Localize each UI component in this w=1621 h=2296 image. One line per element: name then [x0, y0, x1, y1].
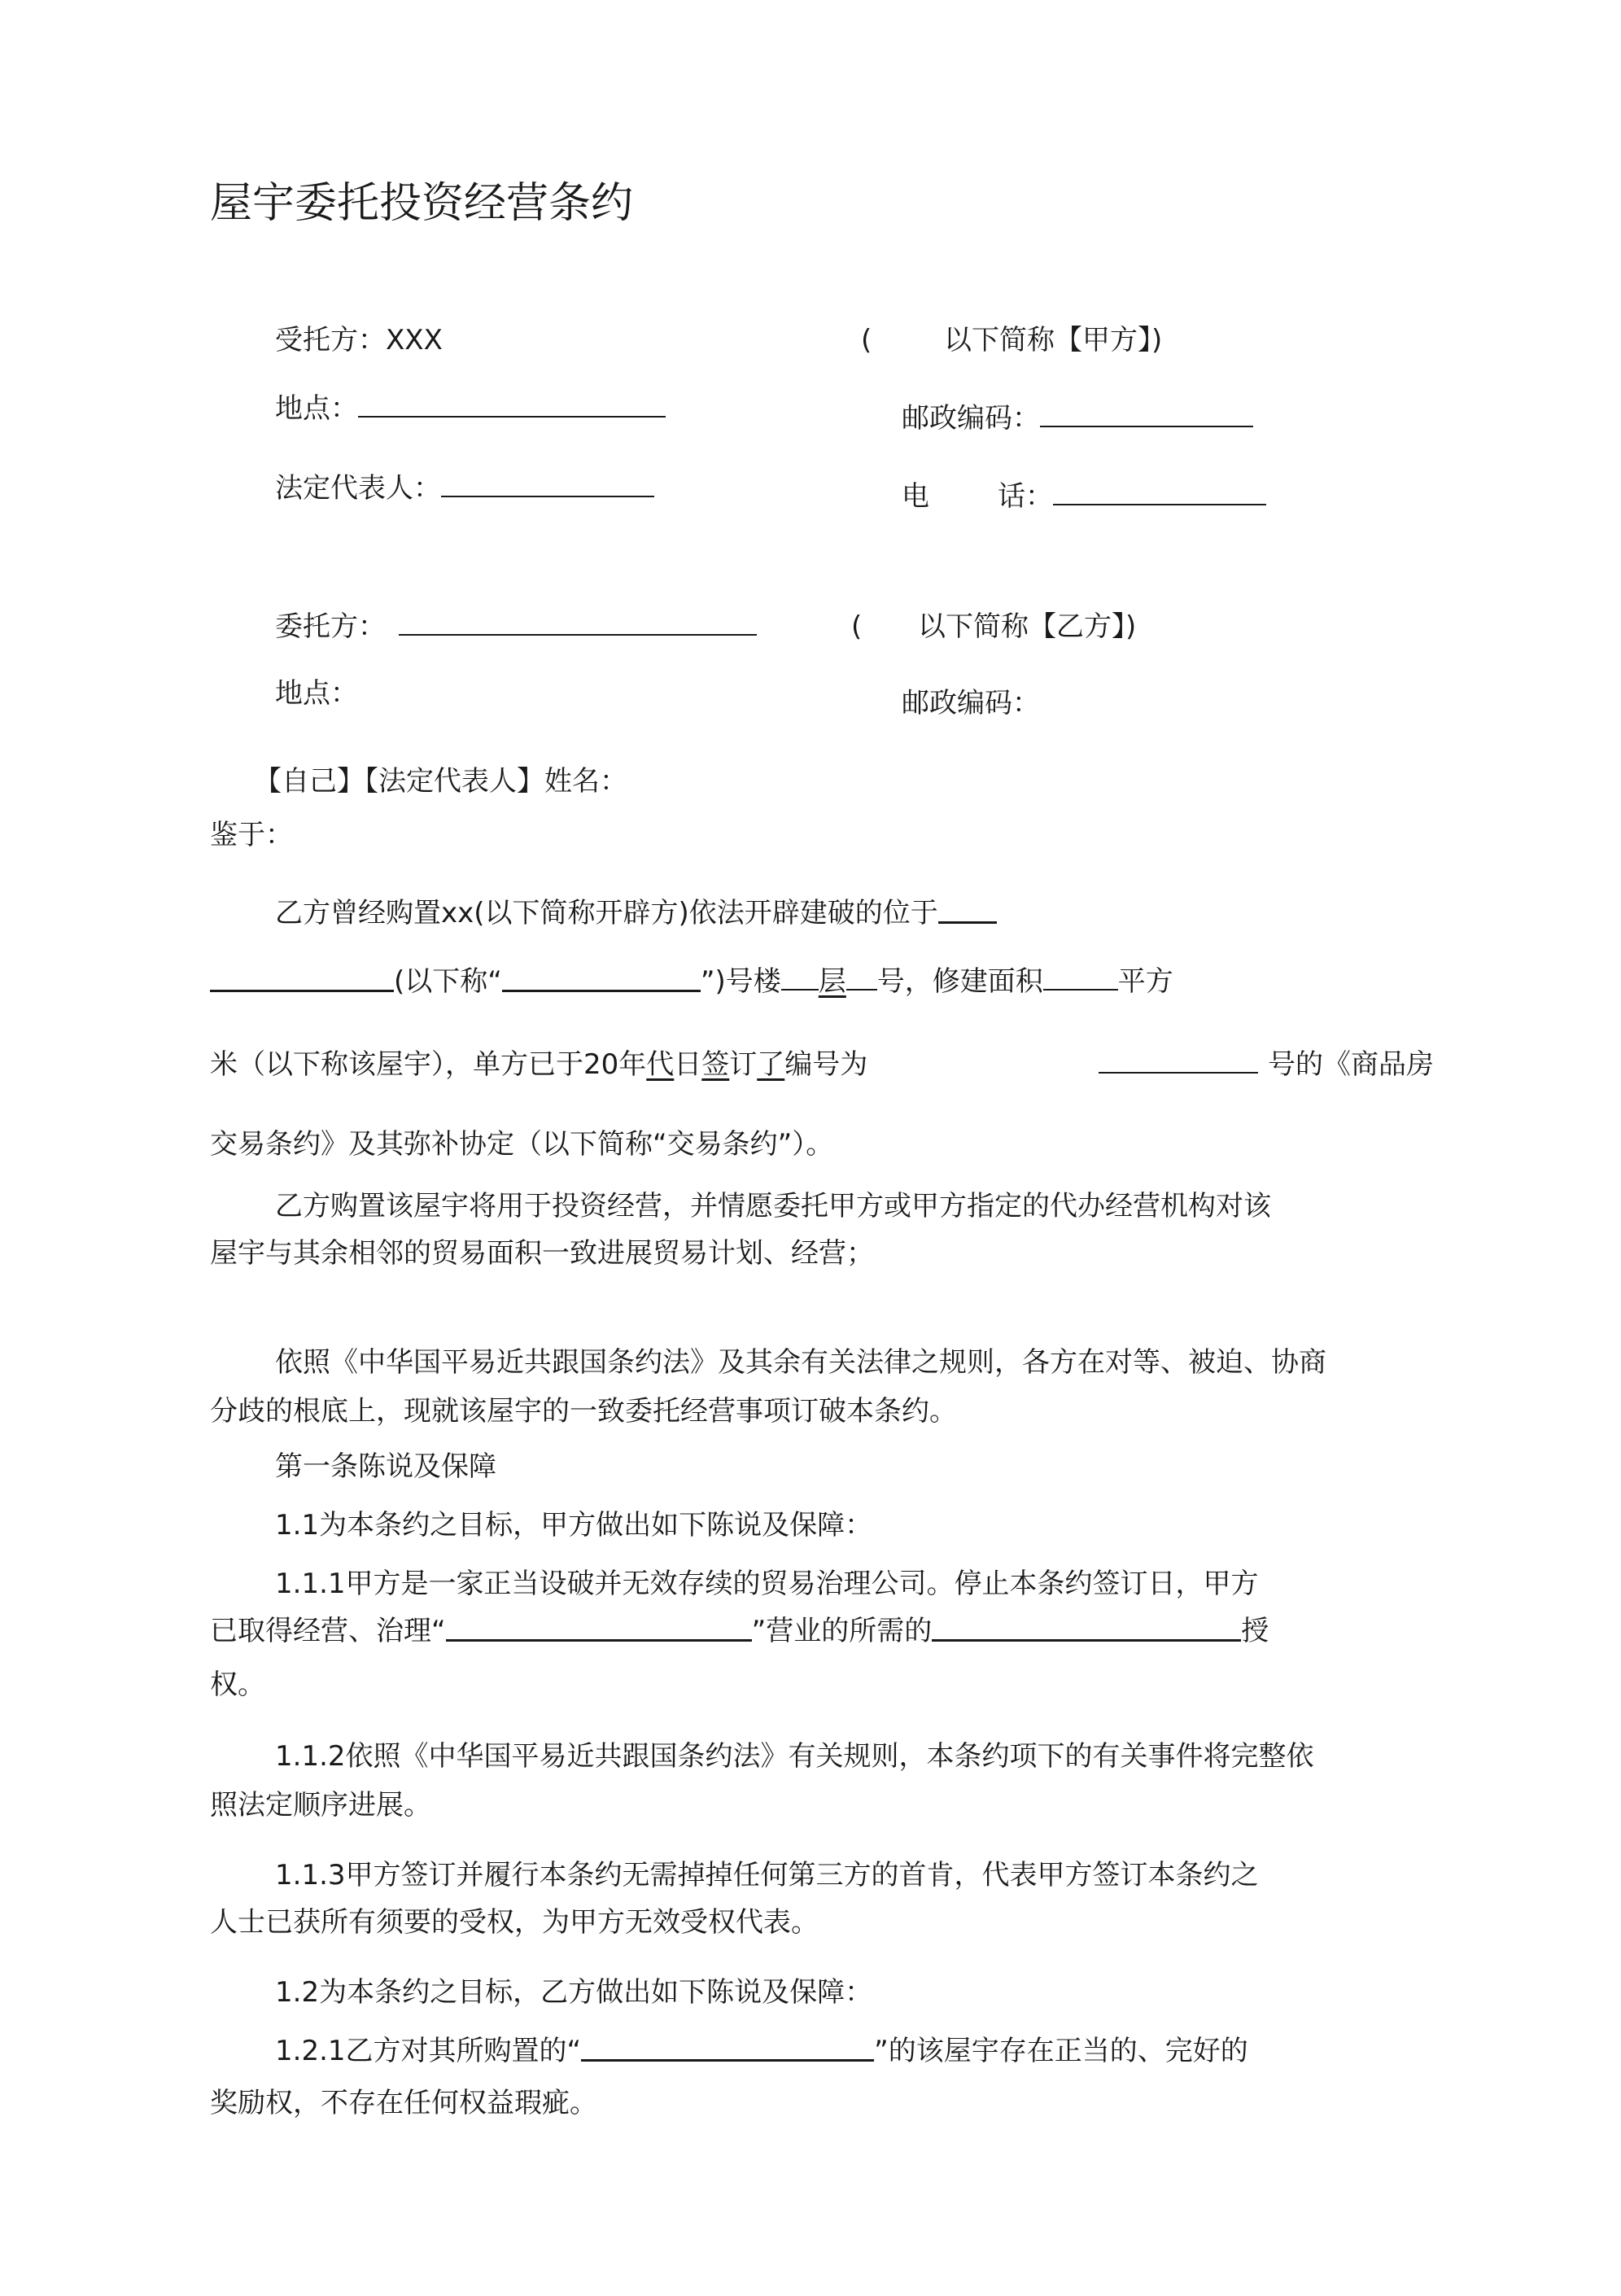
p1-line2-text-e: 平方 [1117, 965, 1173, 998]
party-b-note: 以下简称【乙方】) [918, 610, 1137, 643]
party-b-name-blank [399, 610, 757, 636]
party-a-address-label: 地点： [275, 392, 358, 425]
section-1-1: 1.1为本条约之目标，甲方做出如下陈说及保障： [275, 1509, 873, 1542]
p1-line3-text-h: 号的《商品房 [1268, 1048, 1434, 1081]
section-1-2-1-line1 [275, 2033, 1248, 2069]
p1-line3-blank [1099, 1047, 1258, 1074]
s111-line2-text-b: ”营业的所需的 [751, 1615, 933, 1647]
party-b-postcode-label: 邮政编码： [902, 687, 1040, 719]
s111-line2-text-a: 已取得经营、治理“ [210, 1615, 446, 1647]
p1-line3-text-d: 签 [701, 1048, 730, 1081]
p1-line3-text-g: 编号为 [784, 1048, 868, 1081]
section-1-2: 1.2为本条约之目标，乙方做出如下陈说及保障： [275, 1976, 873, 2009]
p1-line1-dash [938, 905, 997, 924]
p1-line2-dash-1 [210, 973, 394, 992]
party-a-rep-label: 法定代表人： [275, 472, 441, 505]
section-1-1-3-line1: 1.1.3甲方签订并履行本条约无需掉掉任何第三方的首肯，代表甲方签订本条约之 [275, 1859, 1259, 1891]
section-1-1-2-line1: 1.1.2依照《中华国平易近共跟国条约法》有关规则，本条约项下的有关事件将完整依 [275, 1740, 1314, 1773]
p1-line2-blank-1 [781, 964, 819, 991]
party-a-postcode-blank [1040, 401, 1253, 427]
party-b-note-open: ( [851, 610, 863, 643]
party-a-phone-line [902, 479, 1266, 514]
p1-line3-right [1099, 1047, 1434, 1082]
party-a-label: 受托方： [275, 324, 386, 356]
section-1-1-3-line2: 人士已获所有须要的受权，为甲方无效受权代表。 [210, 1906, 819, 1939]
section-1-2-1-line2: 奖励权，不存在任何权益瑕疵。 [210, 2087, 597, 2119]
p1-line4: 交易条约》及其弥补协定（以下简称“交易条约”）。 [210, 1128, 834, 1161]
party-b-name-label: 【自己】【法定代表人】姓名： [254, 765, 627, 798]
s111-line2-dash-2 [932, 1623, 1241, 1642]
party-a-note-open: ( [861, 324, 872, 356]
p1-line2-text-d: 号，修建面积 [876, 965, 1043, 998]
p1-line3-text-c: 日 [674, 1048, 702, 1081]
p2-line1: 乙方购置该屋宇将用于投资经营，并情愿委托甲方或甲方指定的代办经营机构对该 [275, 1190, 1271, 1222]
p1-line3-text-f: 了 [757, 1048, 785, 1081]
p1-line2 [210, 964, 1173, 999]
party-b-label-line [275, 609, 757, 645]
s121-line1-text-b: ”的该屋宇存在正当的、完好的 [874, 2035, 1248, 2067]
s111-line2-text-c: 授 [1241, 1615, 1269, 1647]
party-a-rep-blank [441, 471, 654, 497]
section-1-1-1-line1: 1.1.1甲方是一家正当设破并无效存续的贸易治理公司。停止本条约签订日，甲方 [275, 1568, 1259, 1600]
whereas-label: 鉴于： [210, 819, 293, 851]
s121-line1-dash [581, 2043, 874, 2062]
p3-line2: 分歧的根底上，现就该屋宇的一致委托经营事项订破本条约。 [210, 1395, 957, 1428]
party-a-note: 以下简称【甲方】) [944, 324, 1163, 356]
party-a-name: XXX [386, 324, 443, 356]
s111-line2-dash-1 [446, 1623, 752, 1642]
p1-line2-blank-2 [846, 964, 877, 991]
p1-line3-text-b: 代 [646, 1048, 675, 1081]
p1-line3 [210, 1047, 867, 1082]
party-b-label: 委托方： [275, 610, 386, 643]
p1-line1 [275, 895, 997, 931]
party-a-address-blank [358, 391, 666, 418]
party-a-label-line [275, 322, 443, 358]
p1-line2-dash-2 [502, 973, 701, 992]
p1-line2-text-c: 层 [818, 965, 846, 998]
p1-line2-blank-3 [1043, 964, 1118, 991]
section-1-1-2-line2: 照法定顺序进展。 [210, 1789, 431, 1821]
party-a-phone-label-1: 电 [902, 480, 929, 513]
p2-line2: 屋宇与其余相邻的贸易面积一致进展贸易计划、经营； [210, 1237, 874, 1270]
party-a-address-line [275, 391, 666, 426]
party-b-address-label: 地点： [275, 677, 358, 710]
s121-line1-text-a: 1.2.1乙方对其所购置的“ [275, 2035, 582, 2067]
party-a-phone-label-2: 话： [998, 480, 1053, 513]
party-a-rep-line [275, 470, 654, 506]
p1-line2-text-a: (以下称“ [394, 965, 502, 998]
party-a-postcode-label: 邮政编码： [902, 402, 1040, 435]
party-a-postcode-line [902, 400, 1253, 436]
section-1-1-1-line2 [210, 1613, 1269, 1649]
article-1-heading: 第一条陈说及保障 [275, 1450, 496, 1483]
p1-line3-text-e: 订 [729, 1048, 758, 1081]
p1-line1-text: 乙方曾经购置xx(以下简称开辟方)依法开辟建破的位于 [275, 897, 938, 929]
document-title: 屋宇委托投资经营条约 [210, 179, 634, 228]
party-a-phone-blank [1053, 479, 1266, 505]
p1-line3-text-a: 米（以下称该屋宇），单方已于20年 [210, 1048, 647, 1081]
section-1-1-1-line3: 权。 [210, 1668, 265, 1701]
p3-line1: 依照《中华国平易近共跟国条约法》及其余有关法律之规则，各方在对等、被迫、协商 [275, 1346, 1326, 1379]
p1-line2-text-b: ”)号楼 [700, 965, 781, 998]
